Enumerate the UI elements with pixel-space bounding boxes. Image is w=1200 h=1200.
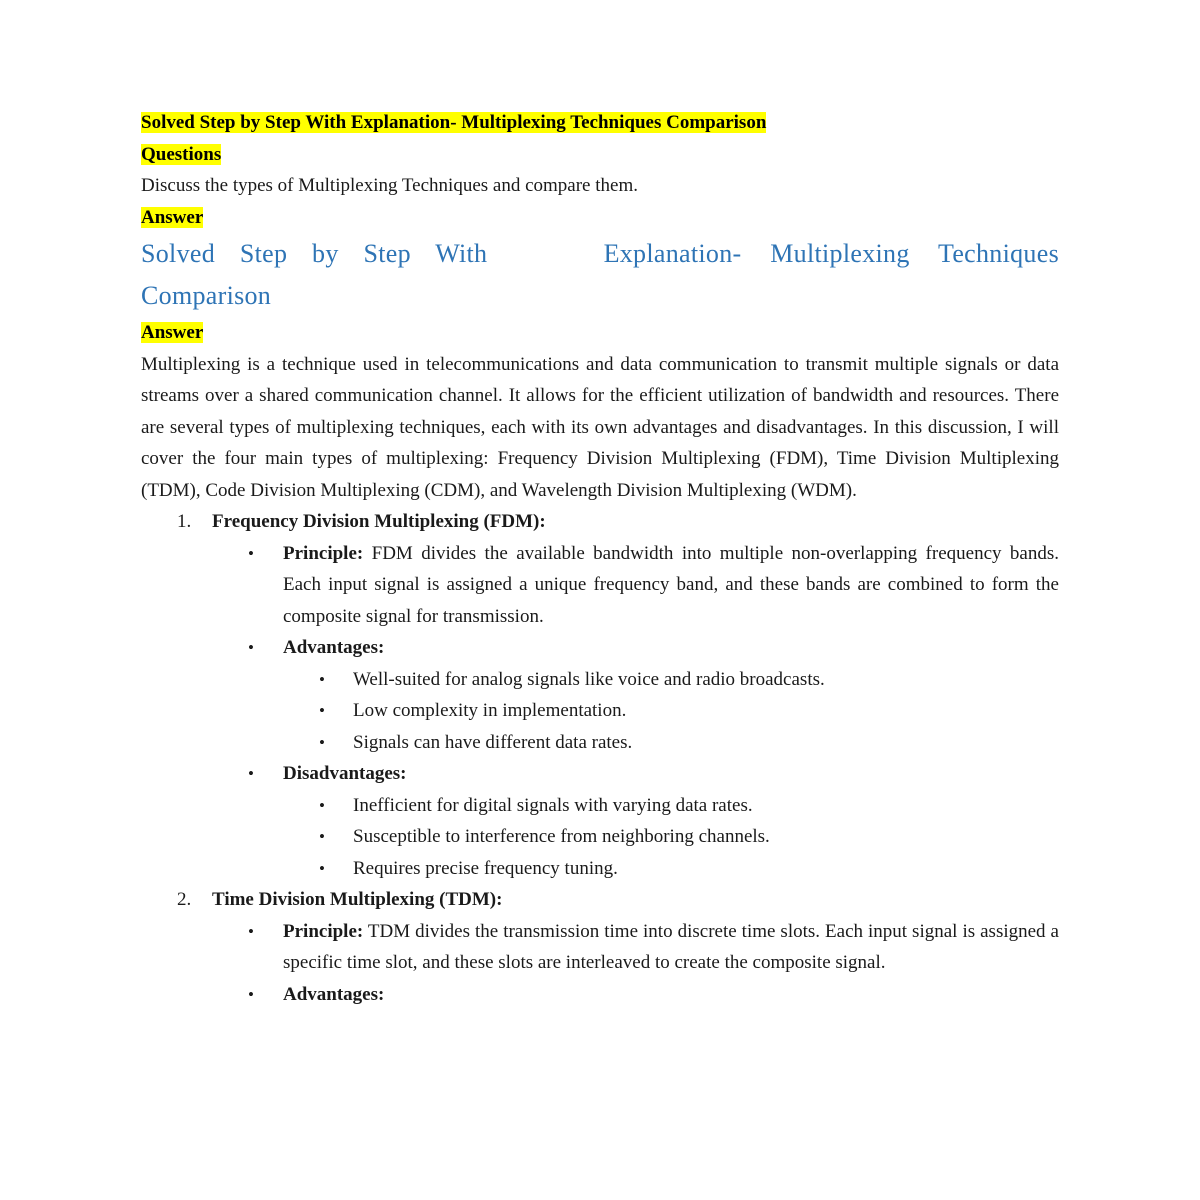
list-item	[283, 790, 1059, 822]
section-title: Frequency Division Multiplexing (FDM):	[212, 511, 546, 532]
advantage-text: Signals can have different data rates.	[353, 731, 633, 753]
disadvantage-text: Requires precise frequency tuning.	[353, 857, 618, 879]
list-item	[283, 727, 1059, 759]
bullet-icon: •	[319, 795, 325, 815]
advantage-text: Low complexity in implementation.	[353, 700, 627, 721]
disadvantage-text: Inefficient for digital signals with varying data rates.	[353, 794, 753, 816]
techniques-list	[141, 506, 1059, 1010]
fdm-disadvantages	[212, 758, 1059, 884]
fdm-principle	[212, 538, 1059, 633]
intro-paragraph: Multiplexing is a technique used in telecommunications and data communication to transmit multiple signals or data streams over a shared communication channel. It allows for the efficient utilization of bandwidth and resources. There are several types of multiplexing techniques, each with its own advantages and disadvantages. In this discussion, I will cover the four main types of multiplexing: Frequency Division Multiplexing (FDM), Time Division Multiplexing (TDM), Code Division Multiplexing (CDM), and Wavelength Division Multiplexing (WDM).	[141, 353, 1059, 501]
section-number: 2.	[177, 889, 192, 910]
bullet-icon: •	[248, 543, 254, 563]
bullet-icon: •	[319, 827, 325, 846]
answer-heading-part-1: Solved Step by Step With	[141, 239, 488, 268]
bullet-icon: •	[248, 921, 254, 941]
bullet-icon: •	[319, 669, 325, 689]
answer-label-2: Answer	[141, 322, 204, 343]
advantages-label: Advantages:	[283, 637, 385, 658]
questions-label: Questions	[141, 143, 222, 165]
fdm-disadvantages-list	[283, 790, 1059, 885]
document-content	[141, 107, 1059, 1010]
bullet-icon: •	[248, 984, 254, 1004]
section-number: 1.	[177, 511, 192, 532]
fdm-details	[212, 538, 1059, 885]
disadvantages-label: Disadvantages:	[283, 763, 407, 784]
list-item	[283, 853, 1059, 885]
tdm-principle	[212, 916, 1059, 979]
principle-label: Principle:	[283, 920, 364, 942]
question-text: Discuss the types of Multiplexing Techniques and compare them.	[141, 175, 638, 196]
bullet-icon: •	[319, 732, 325, 752]
principle-text: TDM divides the transmission time into discrete time slots. Each input signal is assigned a specific time slot, and these slots are interleaved to create the composite signal.	[283, 920, 1059, 973]
bullet-icon: •	[248, 764, 254, 783]
advantage-text: Well-suited for analog signals like voice and radio broadcasts.	[353, 668, 825, 690]
document-title: Solved Step by Step With Explanation- Multiplexing Techniques Comparison	[141, 112, 767, 133]
list-item	[283, 821, 1059, 853]
list-item	[283, 664, 1059, 696]
bullet-icon: •	[248, 638, 254, 657]
technique-fdm	[141, 506, 1059, 884]
advantages-label: Advantages:	[283, 983, 385, 1005]
bullet-icon: •	[319, 858, 325, 878]
answer-label: Answer	[141, 206, 204, 228]
bullet-icon: •	[319, 701, 325, 720]
answer-heading-part-2: Explanation- Multiplexing Techniques	[603, 239, 1059, 268]
tdm-advantages	[212, 979, 1059, 1011]
principle-text: FDM divides the available bandwidth into multiple non-overlapping frequency bands. Each input signal is assigned a unique frequency band, and these bands are combined to form the composite signal for transmission.	[283, 542, 1060, 627]
fdm-advantages-list	[283, 664, 1059, 759]
fdm-advantages	[212, 632, 1059, 758]
section-title: Time Division Multiplexing (TDM):	[212, 889, 503, 910]
disadvantage-text: Susceptible to interference from neighboring channels.	[353, 826, 770, 847]
list-item	[283, 695, 1059, 727]
technique-tdm	[141, 884, 1059, 1010]
answer-heading-part-3: Comparison	[141, 281, 272, 310]
answer-heading	[141, 233, 1059, 317]
tdm-details	[212, 916, 1059, 1011]
principle-label: Principle:	[283, 542, 364, 564]
